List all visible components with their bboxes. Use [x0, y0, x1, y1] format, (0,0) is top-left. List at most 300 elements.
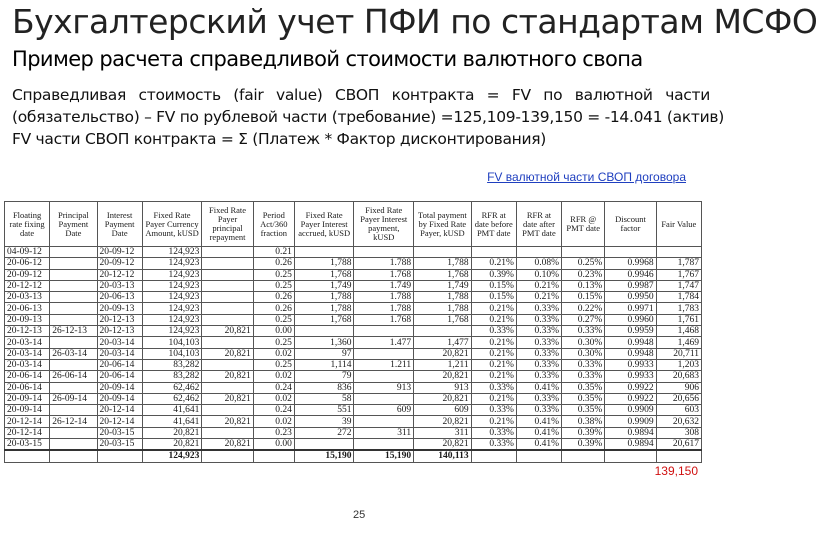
table-cell: 0.25% [562, 258, 605, 269]
total-cell [605, 450, 656, 462]
fair-value-table-container [4, 201, 702, 471]
table-cell: 26-12-14 [50, 416, 97, 427]
table-caption-link[interactable]: FV валютной части СВОП договора [487, 170, 686, 184]
table-cell: 0.33% [516, 303, 561, 314]
table-cell [516, 247, 561, 258]
table-cell [202, 258, 253, 269]
table-cell: 0.9894 [605, 427, 656, 438]
table-cell [50, 427, 97, 438]
total-cell [471, 450, 516, 462]
table-cell: 1,469 [656, 337, 701, 348]
column-header: Fixed Rate Payer Currency Amount, kUSD [142, 202, 202, 247]
table-cell [50, 303, 97, 314]
table-cell: 20-12-13 [97, 326, 142, 337]
table-cell: 1,768 [414, 269, 472, 280]
table-cell: 0.21% [471, 393, 516, 404]
table-cell: 0.30% [562, 337, 605, 348]
table-cell: 39 [294, 416, 354, 427]
table-cell: 0.9959 [605, 326, 656, 337]
table-cell: 1,768 [294, 269, 354, 280]
table-cell [50, 405, 97, 416]
table-cell [50, 359, 97, 370]
table-cell: 41,641 [142, 416, 202, 427]
table-cell: 0.9948 [605, 348, 656, 359]
table-cell: 20-12-14 [97, 405, 142, 416]
table-cell: 58 [294, 393, 354, 404]
table-cell: 1.768 [354, 269, 414, 280]
table-cell: 20-03-13 [97, 280, 142, 291]
table-cell: 0.26 [253, 258, 294, 269]
table-cell: 913 [354, 382, 414, 393]
table-cell: 0.39% [471, 269, 516, 280]
table-cell: 124,923 [142, 303, 202, 314]
total-cell: 15,190 [354, 450, 414, 462]
table-cell: 603 [656, 405, 701, 416]
table-cell: 20-03-13 [5, 292, 50, 303]
table-cell [50, 258, 97, 269]
total-cell: 124,923 [142, 450, 202, 462]
table-cell: 62,462 [142, 382, 202, 393]
table-cell: 0.9968 [605, 258, 656, 269]
table-cell: 20-03-14 [5, 359, 50, 370]
table-cell: 1,788 [294, 258, 354, 269]
table-cell: 1,788 [414, 258, 472, 269]
table-cell [50, 269, 97, 280]
table-cell: 0.21% [471, 337, 516, 348]
table-cell: 0.9909 [605, 416, 656, 427]
table-cell: 124,923 [142, 314, 202, 325]
table-cell: 20-12-12 [97, 269, 142, 280]
table-cell: 20-09-12 [97, 258, 142, 269]
table-cell: 311 [354, 427, 414, 438]
table-cell: 20-03-14 [97, 337, 142, 348]
table-cell: 0.41% [516, 416, 561, 427]
table-cell: 97 [294, 348, 354, 359]
table-row [5, 348, 702, 359]
table-cell: 0.33% [516, 326, 561, 337]
table-cell: 79 [294, 371, 354, 382]
table-cell: 04-09-12 [5, 247, 50, 258]
table-cell: 0.26 [253, 292, 294, 303]
table-cell: 124,923 [142, 326, 202, 337]
table-row [5, 337, 702, 348]
table-cell: 272 [294, 427, 354, 438]
table-cell: 0.9933 [605, 371, 656, 382]
table-cell: 0.35% [562, 405, 605, 416]
table-cell: 20-12-14 [5, 416, 50, 427]
table-cell: 20,821 [142, 439, 202, 451]
table-cell: 0.24 [253, 405, 294, 416]
table-cell: 0.21 [253, 247, 294, 258]
fair-value-table [4, 201, 702, 463]
table-cell [294, 326, 354, 337]
table-cell: 0.21% [471, 348, 516, 359]
table-cell: 1,788 [294, 303, 354, 314]
table-cell: 20-12-14 [5, 427, 50, 438]
table-row [5, 359, 702, 370]
table-cell: 0.24 [253, 382, 294, 393]
body-line-1: Справедливая стоимость (fair value) СВОП контракта = FV по валютной части [12, 86, 710, 104]
table-cell [50, 247, 97, 258]
table-cell: 20-09-14 [97, 393, 142, 404]
table-cell: 906 [656, 382, 701, 393]
table-cell [202, 247, 253, 258]
slide-subtitle: Пример расчета справедливой стоимости валютного свопа [12, 47, 643, 71]
table-cell [202, 405, 253, 416]
table-cell: 0.33% [471, 405, 516, 416]
table-cell [354, 326, 414, 337]
table-cell [50, 337, 97, 348]
table-cell [202, 382, 253, 393]
table-cell: 1,768 [414, 314, 472, 325]
table-cell: 0.41% [516, 382, 561, 393]
table-cell [354, 348, 414, 359]
table-cell: 26-12-13 [50, 326, 97, 337]
table-row [5, 393, 702, 404]
table-cell: 20,821 [414, 348, 472, 359]
table-cell [471, 247, 516, 258]
table-cell [354, 393, 414, 404]
table-cell: 26-09-14 [50, 393, 97, 404]
table-cell: 26-03-14 [50, 348, 97, 359]
table-cell: 20,821 [202, 371, 253, 382]
table-cell: 20-09-14 [97, 382, 142, 393]
table-row [5, 258, 702, 269]
column-header: Total payment by Fixed Rate Payer, kUSD [414, 202, 472, 247]
table-cell: 1.788 [354, 292, 414, 303]
total-cell [253, 450, 294, 462]
table-row [5, 280, 702, 291]
table-cell: 20,821 [202, 439, 253, 451]
table-cell: 62,462 [142, 393, 202, 404]
table-cell: 0.02 [253, 371, 294, 382]
table-cell: 20-03-15 [5, 439, 50, 451]
table-cell: 20-06-12 [5, 258, 50, 269]
table-cell [354, 416, 414, 427]
column-header: Principal Payment Date [50, 202, 97, 247]
body-text [12, 84, 725, 150]
table-cell: 551 [294, 405, 354, 416]
table-cell [414, 326, 472, 337]
table-cell: 0.21% [471, 416, 516, 427]
table-row [5, 405, 702, 416]
table-cell: 0.02 [253, 348, 294, 359]
table-cell: 0.21% [471, 359, 516, 370]
table-cell: 0.33% [516, 371, 561, 382]
table-cell: 20,821 [202, 393, 253, 404]
table-cell [354, 439, 414, 451]
table-cell: 308 [656, 427, 701, 438]
column-header: Floating rate fixing date [5, 202, 50, 247]
table-cell [656, 247, 701, 258]
table-cell: 0.33% [516, 359, 561, 370]
table-cell: 1,788 [414, 292, 472, 303]
table-cell: 0.33% [471, 382, 516, 393]
table-cell: 0.39% [562, 439, 605, 451]
table-cell: 0.9922 [605, 382, 656, 393]
table-cell: 0.33% [516, 337, 561, 348]
table-cell [202, 427, 253, 438]
table-cell: 0.33% [516, 348, 561, 359]
table-cell [605, 247, 656, 258]
total-cell: 15,190 [294, 450, 354, 462]
table-cell: 0.9971 [605, 303, 656, 314]
column-header: Fair Value [656, 202, 701, 247]
page-number: 25 [353, 509, 366, 521]
table-cell [202, 303, 253, 314]
table-cell: 1.477 [354, 337, 414, 348]
table-cell: 0.21% [516, 292, 561, 303]
table-cell: 609 [414, 405, 472, 416]
table-cell: 0.33% [471, 326, 516, 337]
table-cell: 0.9948 [605, 337, 656, 348]
table-cell: 20-12-13 [5, 326, 50, 337]
table-cell: 1,360 [294, 337, 354, 348]
table-body [5, 247, 702, 463]
table-row [5, 269, 702, 280]
table-cell: 20,617 [656, 439, 701, 451]
table-cell: 20-09-12 [97, 247, 142, 258]
column-header: Discount factor [605, 202, 656, 247]
table-cell: 1,749 [294, 280, 354, 291]
total-cell [656, 450, 701, 462]
table-cell: 20-06-13 [5, 303, 50, 314]
table-cell: 0.9950 [605, 292, 656, 303]
table-row [5, 326, 702, 337]
table-cell: 20-03-14 [5, 348, 50, 359]
table-row [5, 439, 702, 451]
table-cell: 124,923 [142, 280, 202, 291]
total-cell [5, 450, 50, 462]
table-cell: 0.25 [253, 269, 294, 280]
table-cell: 0.9946 [605, 269, 656, 280]
table-cell: 1,788 [294, 292, 354, 303]
table-cell: 20,821 [414, 371, 472, 382]
table-cell: 20-09-12 [5, 269, 50, 280]
table-cell: 0.00 [253, 439, 294, 451]
table-cell [202, 280, 253, 291]
table-cell: 20-06-14 [5, 371, 50, 382]
table-cell: 0.23 [253, 427, 294, 438]
table-cell: 0.39% [562, 427, 605, 438]
table-row [5, 303, 702, 314]
table-cell: 20-06-14 [5, 382, 50, 393]
table-cell: 20-09-13 [5, 314, 50, 325]
table-row [5, 371, 702, 382]
table-cell: 0.33% [562, 326, 605, 337]
table-cell: 20-03-14 [5, 337, 50, 348]
table-cell: 20-09-13 [97, 303, 142, 314]
table-cell: 1,787 [656, 258, 701, 269]
table-cell: 20,632 [656, 416, 701, 427]
table-cell: 0.38% [562, 416, 605, 427]
table-cell: 609 [354, 405, 414, 416]
table-cell: 20-09-14 [5, 405, 50, 416]
table-cell: 0.33% [471, 439, 516, 451]
table-cell: 0.33% [516, 405, 561, 416]
table-cell: 913 [414, 382, 472, 393]
body-line-2: (обязательство) – FV по рублевой части (требование) =125,109-139,150 = -14.041 (актив) [12, 108, 725, 126]
table-cell [562, 247, 605, 258]
column-header: RFR at date after PMT date [516, 202, 561, 247]
table-cell: 311 [414, 427, 472, 438]
table-cell: 20,683 [656, 371, 701, 382]
table-cell: 124,923 [142, 292, 202, 303]
table-cell: 104,103 [142, 337, 202, 348]
table-row [5, 427, 702, 438]
table-cell: 0.30% [562, 348, 605, 359]
table-cell [354, 371, 414, 382]
total-cell [50, 450, 97, 462]
table-cell: 0.15% [471, 280, 516, 291]
table-cell: 0.25 [253, 359, 294, 370]
table-cell: 1,788 [414, 303, 472, 314]
table-row [5, 416, 702, 427]
table-cell: 1,211 [414, 359, 472, 370]
table-cell: 1,761 [656, 314, 701, 325]
table-cell [294, 439, 354, 451]
table-cell: 41,641 [142, 405, 202, 416]
table-cell: 1,767 [656, 269, 701, 280]
table-cell: 1,747 [656, 280, 701, 291]
table-cell [202, 359, 253, 370]
table-cell: 0.13% [562, 280, 605, 291]
table-cell: 0.15% [562, 292, 605, 303]
column-header: RFR @ PMT date [562, 202, 605, 247]
table-row [5, 382, 702, 393]
table-cell: 20-03-15 [97, 427, 142, 438]
column-header: Period Act/360 fraction [253, 202, 294, 247]
table-cell [50, 280, 97, 291]
table-cell: 20,821 [414, 439, 472, 451]
table-cell: 0.33% [562, 371, 605, 382]
table-cell [354, 247, 414, 258]
table-cell: 0.35% [562, 382, 605, 393]
table-cell: 0.41% [516, 439, 561, 451]
table-cell: 0.33% [471, 427, 516, 438]
table-cell: 20,821 [202, 326, 253, 337]
table-cell: 1,203 [656, 359, 701, 370]
table-cell: 1,749 [414, 280, 472, 291]
total-cell: 140,113 [414, 450, 472, 462]
table-cell: 124,923 [142, 269, 202, 280]
slide-title: Бухгалтерский учет ПФИ по стандартам МСФО [12, 2, 817, 41]
table-cell: 0.35% [562, 393, 605, 404]
table-cell: 0.9960 [605, 314, 656, 325]
table-cell: 20,821 [202, 416, 253, 427]
table-cell: 0.10% [516, 269, 561, 280]
table-row [5, 247, 702, 258]
body-line-3: FV части СВОП контракта = Σ (Платеж * Фактор дисконтирования) [12, 130, 547, 148]
table-cell: 0.02 [253, 393, 294, 404]
table-cell [202, 269, 253, 280]
table-cell: 20,711 [656, 348, 701, 359]
table-cell: 0.22% [562, 303, 605, 314]
table-cell: 1.211 [354, 359, 414, 370]
table-cell: 20-12-14 [97, 416, 142, 427]
table-cell: 1.768 [354, 314, 414, 325]
table-cell: 0.15% [471, 292, 516, 303]
table-cell: 0.21% [471, 314, 516, 325]
table-cell: 20-03-15 [97, 439, 142, 451]
table-cell: 20-06-14 [97, 359, 142, 370]
table-cell: 0.27% [562, 314, 605, 325]
table-cell: 26-06-14 [50, 371, 97, 382]
table-cell [294, 247, 354, 258]
table-cell: 0.9987 [605, 280, 656, 291]
column-header: RFR at date before PMT date [471, 202, 516, 247]
table-cell [414, 247, 472, 258]
table-cell: 124,923 [142, 247, 202, 258]
table-cell: 0.21% [471, 371, 516, 382]
table-cell: 83,282 [142, 359, 202, 370]
table-cell: 1.788 [354, 303, 414, 314]
table-cell [202, 314, 253, 325]
table-cell: 0.23% [562, 269, 605, 280]
table-cell: 0.9933 [605, 359, 656, 370]
table-cell: 20-06-14 [97, 371, 142, 382]
table-cell: 20,821 [414, 416, 472, 427]
table-cell: 836 [294, 382, 354, 393]
table-cell: 0.21% [471, 303, 516, 314]
table-cell: 0.41% [516, 427, 561, 438]
table-cell: 20,821 [414, 393, 472, 404]
table-total-row [5, 450, 702, 462]
table-cell: 1,114 [294, 359, 354, 370]
table-cell: 0.9922 [605, 393, 656, 404]
table-cell: 20-06-13 [97, 292, 142, 303]
table-cell: 0.25 [253, 314, 294, 325]
table-cell: 1,784 [656, 292, 701, 303]
table-cell [202, 292, 253, 303]
table-cell: 0.33% [562, 359, 605, 370]
table-cell: 0.02 [253, 416, 294, 427]
table-cell: 20,656 [656, 393, 701, 404]
column-header: Interest Payment Date [97, 202, 142, 247]
table-cell [50, 439, 97, 451]
table-cell: 1,783 [656, 303, 701, 314]
table-cell [50, 292, 97, 303]
table-cell: 0.21% [516, 280, 561, 291]
table-cell: 1.749 [354, 280, 414, 291]
total-cell [97, 450, 142, 462]
table-cell [50, 382, 97, 393]
table-cell: 0.25 [253, 280, 294, 291]
column-header: Fixed Rate Payer Interest accrued, kUSD [294, 202, 354, 247]
table-cell: 83,282 [142, 371, 202, 382]
table-cell: 0.9909 [605, 405, 656, 416]
total-cell [516, 450, 561, 462]
table-cell: 20,821 [142, 427, 202, 438]
table-cell: 0.33% [516, 393, 561, 404]
table-cell: 20-12-13 [97, 314, 142, 325]
table-cell: 124,923 [142, 258, 202, 269]
column-header: Fixed Rate Payer principal repayment [202, 202, 253, 247]
table-cell [202, 337, 253, 348]
table-row [5, 292, 702, 303]
table-cell: 20-12-12 [5, 280, 50, 291]
total-cell [562, 450, 605, 462]
table-cell: 0.21% [471, 258, 516, 269]
table-cell: 0.33% [516, 314, 561, 325]
table-cell: 0.25 [253, 337, 294, 348]
table-cell: 0.08% [516, 258, 561, 269]
table-cell: 1,768 [294, 314, 354, 325]
table-cell: 104,103 [142, 348, 202, 359]
table-header-row [5, 202, 702, 247]
table-cell: 20-03-14 [97, 348, 142, 359]
table-cell: 20-09-14 [5, 393, 50, 404]
